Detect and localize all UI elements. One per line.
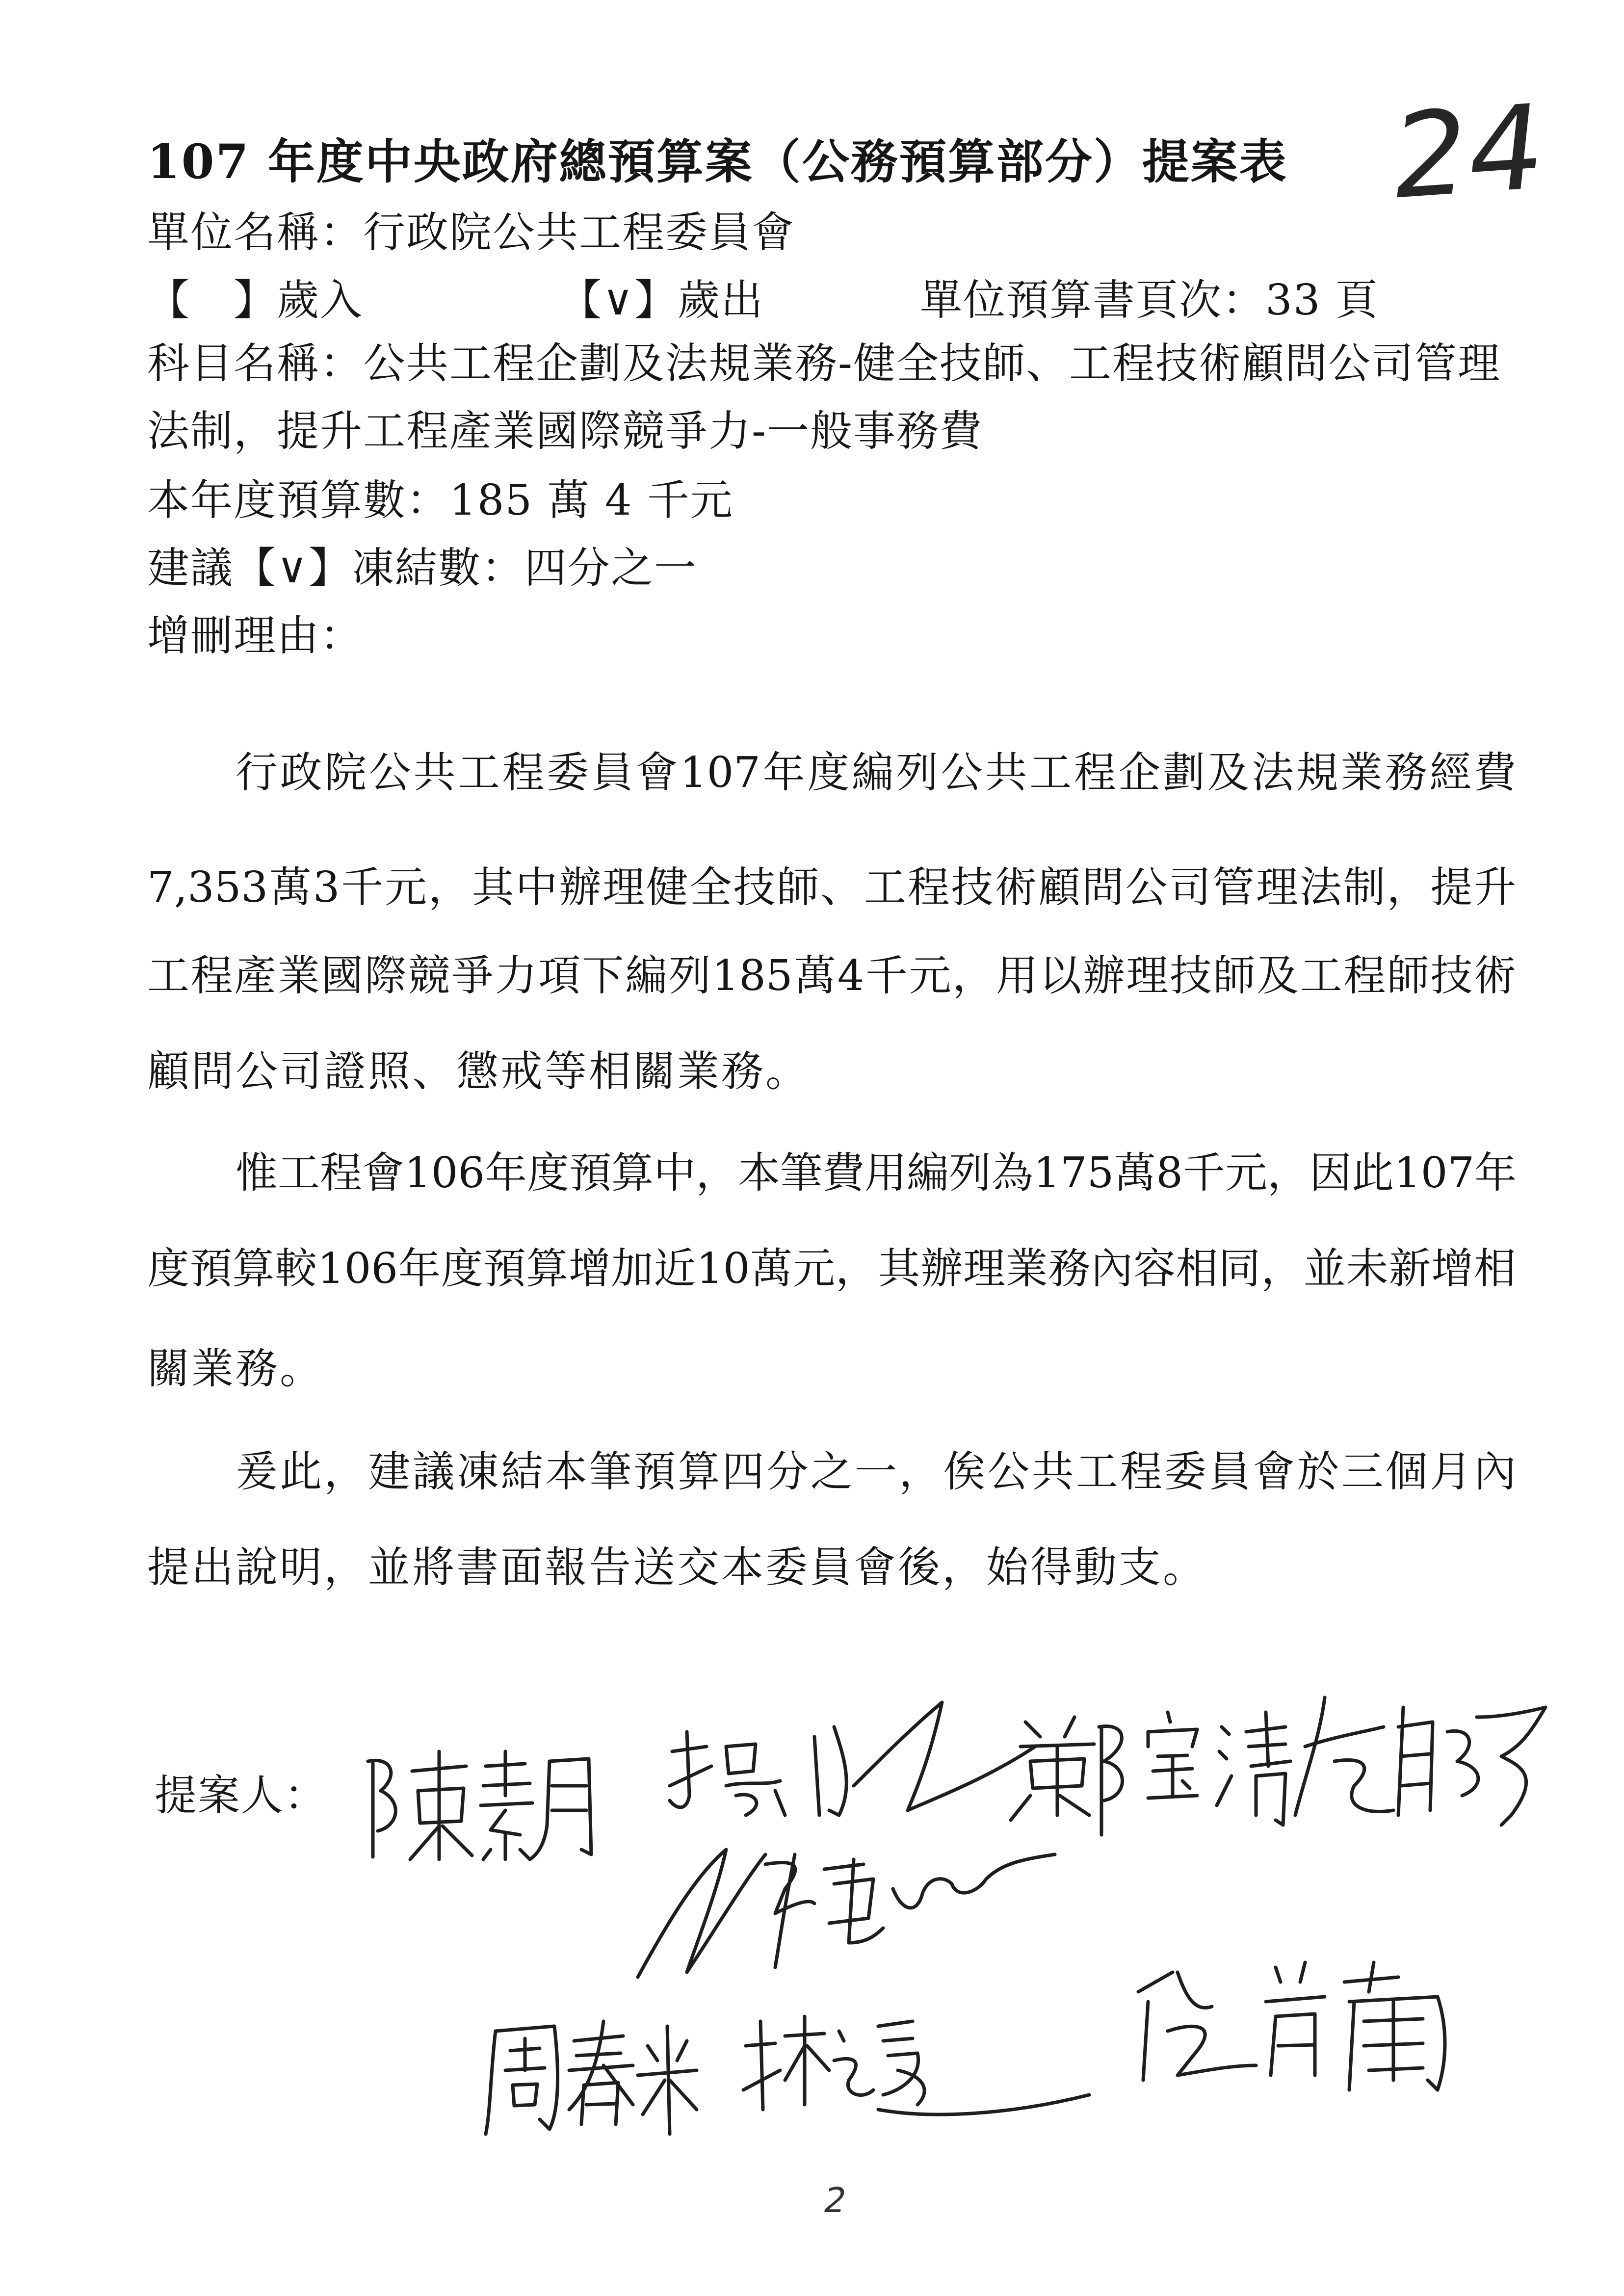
reason-label: 增刪理由： bbox=[147, 611, 363, 660]
signature-6 bbox=[486, 2021, 697, 2134]
proposer-label: 提案人： bbox=[155, 1771, 327, 1820]
signature-2 bbox=[670, 1702, 1035, 1815]
freeze-suggestion: 建議【∨】凍結數：四分之一 bbox=[147, 544, 697, 593]
signature-5 bbox=[638, 1850, 1055, 1977]
paragraph-line: 7,353萬3千元，其中辦理健全技師、工程技術顧問公司管理法制，提升 bbox=[147, 863, 1516, 912]
paragraph-line: 行政院公共工程委員會107年度編列公共工程企劃及法規業務經費 bbox=[236, 748, 1516, 797]
expenditure-option: 【∨】歲出 bbox=[559, 276, 764, 325]
subject-line-1: 科目名稱：公共工程企劃及法規業務-健全技師、工程技術顧問公司管理 bbox=[147, 339, 1501, 388]
paragraph-line: 關業務。 bbox=[147, 1344, 324, 1393]
signature-8 bbox=[1138, 1962, 1445, 2090]
signature-4 bbox=[1295, 1697, 1545, 1825]
paragraph-line: 工程產業國際競爭力項下編列185萬4千元，用以辦理技師及工程師技術 bbox=[147, 951, 1516, 1000]
signature-1 bbox=[368, 1751, 591, 1859]
paragraph-line: 惟工程會106年度預算中，本筆費用編列為175萬8千元，因此107年 bbox=[236, 1148, 1517, 1198]
paragraph-line: 爰此，建議凍結本筆預算四分之一，俟公共工程委員會於三個月內 bbox=[236, 1447, 1516, 1496]
subject-line-2: 法制，提升工程產業國際競爭力-一般事務費 bbox=[147, 407, 983, 456]
revenue-option: 【 】歲入 bbox=[147, 276, 363, 325]
budget-page: 單位預算書頁次：33 頁 bbox=[920, 276, 1379, 325]
budget-amount: 本年度預算數：185 萬 4 千元 bbox=[147, 476, 733, 525]
handwritten-number: 24 bbox=[1385, 78, 1551, 226]
page-number: 2 bbox=[820, 2180, 851, 2220]
paragraph-line: 顧問公司證照、懲戒等相關業務。 bbox=[147, 1047, 810, 1096]
signature-3 bbox=[1011, 1712, 1290, 1835]
signature-7 bbox=[743, 2016, 1089, 2114]
paragraph-line: 度預算較106年度預算增加近10萬元，其辦理業務內容相同，並未新增相 bbox=[147, 1244, 1516, 1293]
paragraph-line: 提出說明，並將書面報告送交本委員會後，始得動支。 bbox=[147, 1543, 1207, 1592]
form-title: 107 年度中央政府總預算案（公務預算部分）提案表 bbox=[147, 134, 1288, 189]
unit-name: 單位名稱：行政院公共工程委員會 bbox=[147, 208, 795, 257]
